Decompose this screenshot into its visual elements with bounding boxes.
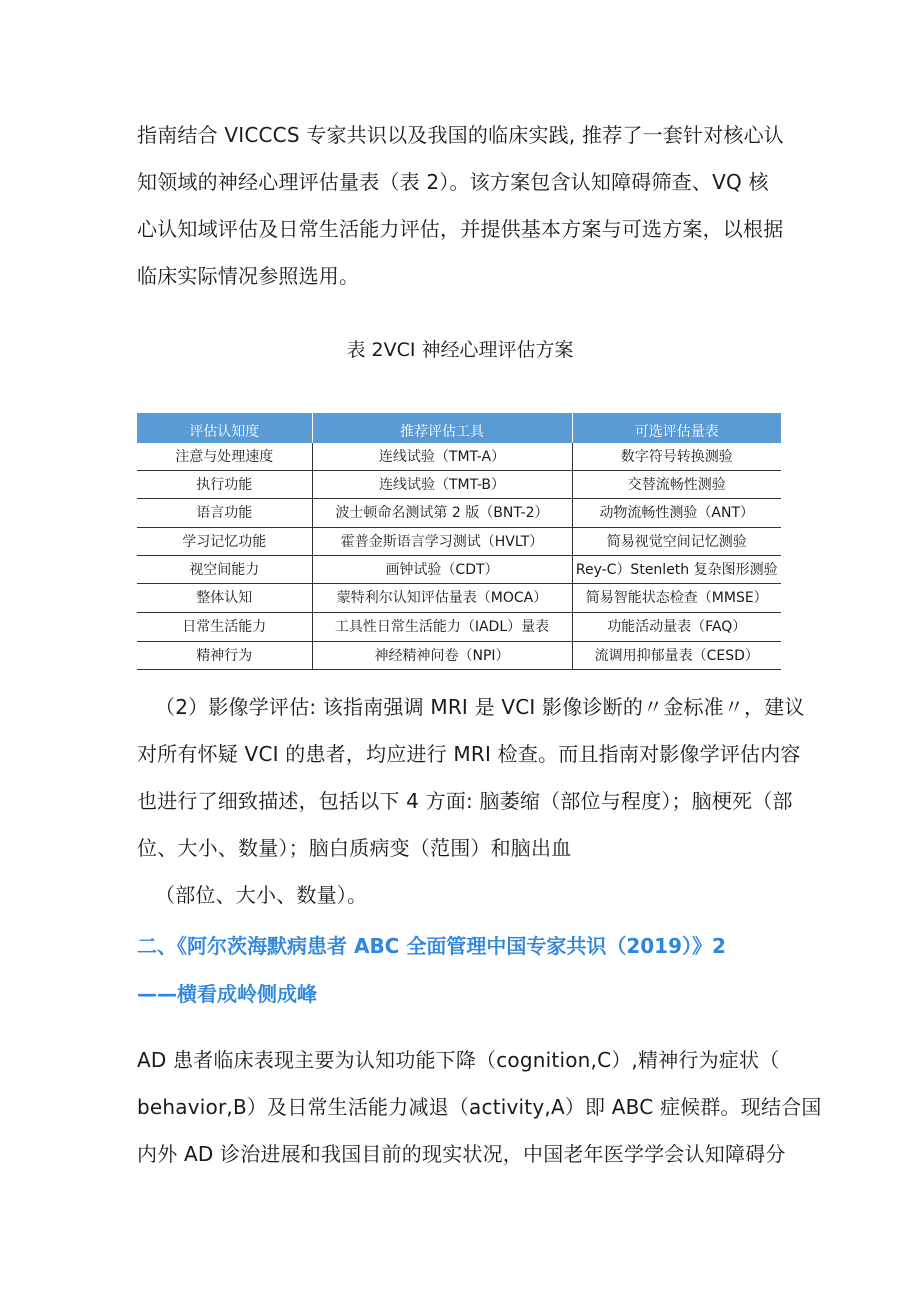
cell-optional: 简易智能状态检查（MMSE）	[572, 584, 781, 613]
cell-optional: 数字符号转换测验	[572, 443, 781, 471]
cell-optional: 简易视觉空间记忆测验	[572, 528, 781, 556]
cell-domain: 注意与处理速度	[137, 443, 312, 471]
cell-domain: 精神行为	[137, 642, 312, 670]
imaging-paragraph	[137, 684, 805, 919]
intro-line-2: 知领域的神经心理评估量表（表 2）。该方案包含认知障碍筛查、VQ 核	[137, 170, 769, 194]
table-header-row	[137, 413, 781, 443]
assessment-table	[137, 413, 781, 670]
cell-domain: 日常生活能力	[137, 613, 312, 642]
table-row	[137, 443, 781, 471]
imaging-line-2: 对所有怀疑 VCI 的患者，均应进行 MRI 检查。而且指南对影像学评估内容	[137, 742, 801, 766]
header-optional-scale: 可选评估量表	[572, 413, 781, 443]
cell-domain: 视空间能力	[137, 556, 312, 584]
intro-line-3: 心认知域评估及日常生活能力评估，并提供基本方案与可选方案，以根据	[137, 217, 784, 241]
cell-recommended: 工具性日常生活能力（IADL）量表	[312, 613, 572, 642]
cell-recommended: 画钟试验（CDT）	[312, 556, 572, 584]
table-caption: 表 2VCI 神经心理评估方案	[346, 339, 574, 361]
ad-line-2: behavior,B）及日常生活能力减退（activity,A）即 ABC 症候群。现结合国	[137, 1095, 822, 1119]
section-heading-subtitle: ——横看成岭侧成峰	[137, 982, 317, 1006]
table-row	[137, 584, 781, 613]
intro-paragraph	[137, 112, 787, 300]
header-domain: 评估认知度	[137, 413, 312, 443]
cell-recommended: 神经精神问卷（NPI）	[312, 642, 572, 670]
intro-line-4: 临床实际情况参照选用。	[137, 264, 360, 288]
cell-domain: 学习记忆功能	[137, 528, 312, 556]
cell-domain: 整体认知	[137, 584, 312, 613]
ad-line-3: 内外 AD 诊治进展和我国目前的现实状况，中国老年医学学会认知障碍分	[137, 1142, 786, 1166]
cell-recommended: 霍普金斯语言学习测试（HVLT）	[312, 528, 572, 556]
cell-recommended: 蒙特利尔认知评估量表（MOCA）	[312, 584, 572, 613]
section-heading-title: 二、《阿尔茨海默病患者 ABC 全面管理中国专家共识（2019）》2	[137, 934, 726, 958]
cell-domain: 语言功能	[137, 499, 312, 528]
table-row	[137, 499, 781, 528]
cell-optional: 交替流畅性测验	[572, 471, 781, 499]
intro-line-1: 指南结合 VICCCS 专家共识以及我国的临床实践, 推荐了一套针对核心认	[137, 123, 784, 147]
cell-optional: Rey-C）Stenleth 复杂图形测验	[572, 556, 781, 584]
table-row	[137, 556, 781, 584]
header-recommended-tool: 推荐评估工具	[312, 413, 572, 443]
ad-line-1: AD 患者临床表现主要为认知功能下降（cognition,C）,精神行为症状（	[137, 1048, 780, 1072]
cell-domain: 执行功能	[137, 471, 312, 499]
table-row	[137, 528, 781, 556]
cell-optional: 流调用抑郁量表（CESD）	[572, 642, 781, 670]
cell-optional: 功能活动量表（FAQ）	[572, 613, 781, 642]
imaging-line-4: 位、大小、数量）；脑白质病变（范围）和脑出血	[137, 836, 572, 860]
table-row	[137, 613, 781, 642]
cell-recommended: 连线试验（TMT-A）	[312, 443, 572, 471]
cell-recommended: 连线试验（TMT-B）	[312, 471, 572, 499]
cell-recommended: 波士顿命名测试第 2 版（BNT-2）	[312, 499, 572, 528]
imaging-line-5: （部位、大小、数量）。	[155, 883, 368, 907]
table-row	[137, 471, 781, 499]
cell-optional: 动物流畅性测验（ANT）	[572, 499, 781, 528]
imaging-line-3: 也进行了细致描述，包括以下 4 方面: 脑萎缩（部位与程度）；脑梗死（部	[137, 789, 793, 813]
imaging-line-1: （2）影像学评估: 该指南强调 MRI 是 VCI 影像诊断的〃金标准〃，建议	[155, 695, 805, 719]
ad-paragraph	[137, 1037, 822, 1178]
table-row	[137, 642, 781, 670]
